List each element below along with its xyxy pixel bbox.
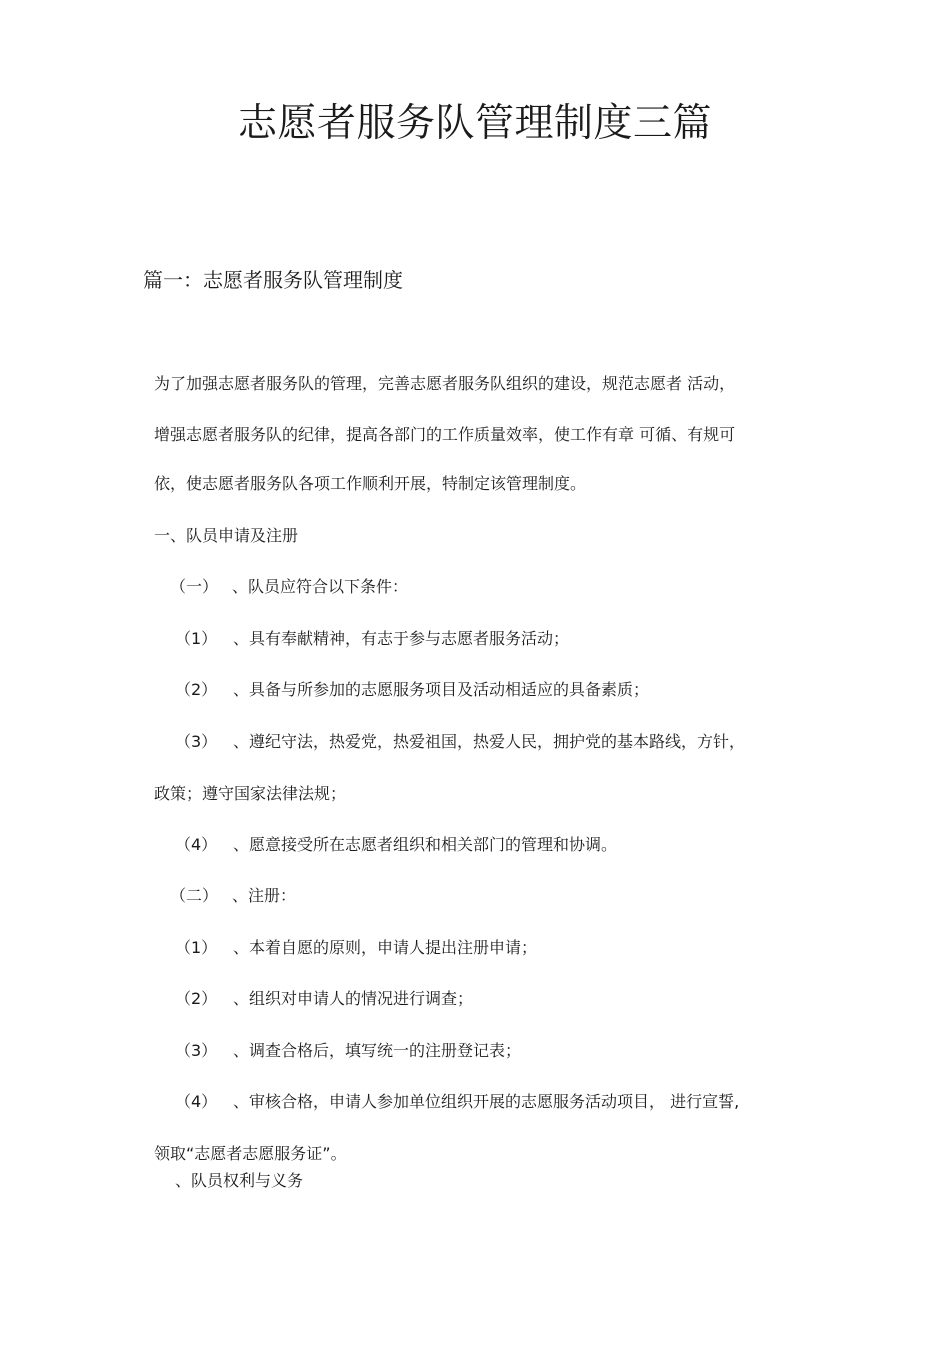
registration-marker: （4）	[175, 1092, 218, 1111]
sub-two-marker: （二）	[170, 886, 219, 905]
intro-paragraph-line-2: 增强志愿者服务队的纪律，提高各部门的工作质量效率，使工作有章 可循、有规可	[154, 425, 736, 444]
registration-step	[175, 989, 473, 1009]
section-heading: 篇一：志愿者服务队管理制度	[143, 268, 403, 292]
intro-paragraph-line-3: 依，使志愿者服务队各项工作顺利开展，特制定该管理制度。	[154, 474, 587, 493]
registration-step	[175, 938, 537, 958]
registration-text: 、本着自愿的原则，申请人提出注册申请；	[233, 938, 538, 957]
condition-marker: （4）	[175, 835, 218, 854]
sub-two-text: 、注册：	[232, 886, 297, 905]
sub-one-marker: （一）	[170, 577, 219, 596]
condition-item	[175, 835, 617, 855]
condition-text: 、愿意接受所在志愿者组织和相关部门的管理和协调。	[233, 835, 618, 854]
condition-3-continuation: 政策；遵守国家法律法规；	[154, 784, 347, 803]
condition-marker: （3）	[175, 732, 218, 751]
registration-text: 、审核合格，申请人参加单位组织开展的志愿服务活动项目， 进行宣誓,	[233, 1092, 740, 1111]
sub-one-line	[170, 577, 408, 597]
part-two-heading: 、队员权利与义务	[175, 1171, 304, 1190]
part-one-heading: 一、队员申请及注册	[154, 526, 299, 545]
condition-marker: （1）	[175, 629, 218, 648]
registration-text: 、调查合格后，填写统一的注册登记表；	[233, 1041, 522, 1060]
registration-step-4-continuation: 领取“志愿者志愿服务证”。	[154, 1144, 347, 1163]
condition-text: 、遵纪守法，热爱党，热爱祖国，热爱人民，拥护党的基本路线，方针，	[233, 732, 746, 751]
condition-item	[175, 629, 569, 649]
condition-text: 、具备与所参加的志愿服务项目及活动相适应的具备素质；	[233, 680, 650, 699]
registration-step	[175, 1092, 739, 1112]
registration-marker: （1）	[175, 938, 218, 957]
registration-text: 、组织对申请人的情况进行调查；	[233, 989, 474, 1008]
registration-step	[175, 1041, 521, 1061]
condition-text: 、具有奉献精神，有志于参与志愿者服务活动；	[233, 629, 570, 648]
intro-paragraph-line-1: 为了加强志愿者服务队的管理，完善志愿者服务队组织的建设，规范志愿者 活动，	[154, 374, 736, 393]
registration-marker: （3）	[175, 1041, 218, 1060]
registration-marker: （2）	[175, 989, 218, 1008]
document-title: 志愿者服务队管理制度三篇	[237, 101, 712, 146]
sub-one-text: 、队员应符合以下条件：	[232, 577, 409, 596]
sub-two-line	[170, 886, 296, 906]
condition-item	[175, 680, 649, 700]
condition-marker: （2）	[175, 680, 218, 699]
condition-item	[175, 732, 745, 752]
